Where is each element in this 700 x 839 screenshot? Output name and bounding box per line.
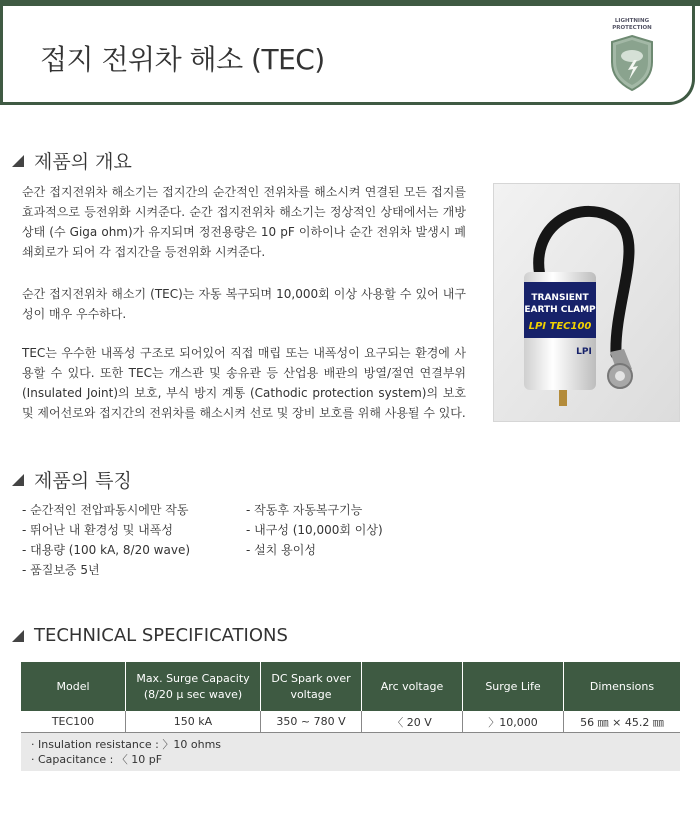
feature-item: - 뛰어난 내 환경성 및 내폭성 [22, 523, 173, 537]
spec-table [21, 662, 680, 733]
col-model: Model [21, 662, 126, 711]
feature-item: - 작동후 자동복구기능 [246, 503, 363, 517]
note-insulation: · Insulation resistance : 〉10 ohms [31, 738, 222, 751]
overview-heading: 제품의 개요 [12, 147, 132, 174]
specs-heading: TECHNICAL SPECIFICATIONS [12, 625, 288, 646]
photo-label-line1: TRANSIENT [531, 293, 589, 303]
features-right-list [246, 500, 383, 560]
table-row [21, 711, 680, 733]
note-capacitance: · Capacitance : 〈 10 pF [31, 753, 163, 766]
feature-item: - 설치 용이성 [246, 543, 316, 557]
cell-surge-life: 〉10,000 [463, 711, 564, 733]
features-left-list [22, 500, 190, 580]
page-title: 접지 전위차 해소 (TEC) [40, 43, 325, 76]
col-surge-life: Surge Life [463, 662, 564, 711]
heading-marker-icon [12, 155, 24, 167]
feature-item: - 순간적인 전압파동시에만 작동 [22, 503, 189, 517]
photo-brand: LPI [576, 347, 592, 357]
feature-item: - 내구성 (10,000회 이상) [246, 523, 383, 537]
overview-paragraph-3: TEC는 우수한 내폭성 구조로 되어있어 직접 매립 또는 내폭성이 요구되는 환경에 사용할 수 있다. 또한 TEC는 개스관 및 송유관 등 산업용 배관의 방열/절연 연결부위 (Insulated Joint)의 보호, 부식 방지 계통 (Cathodic protection system)의 보호 및 제어선로와 접지간의 전위차를 해소시켜 선로 및 장비 보호를 위해 사용될 수 있다. [22, 346, 466, 420]
col-surge-capacity: Max. Surge Capacity (8/20 μ sec wave) [126, 662, 261, 711]
overview-paragraph-1: 순간 접지전위차 해소기는 접지간의 순간적인 전위차를 해소시켜 연결된 모든 접지를 효과적으로 등전위화 시켜준다. 순간 접지전위차 해소기는 정상적인 상태에서는 개방상태 (수 Giga ohm)가 유지되며 정전용량은 10 pF 이하이나 순간 전위차 발생시 폐쇄회로가 되어 각 접지간을 등전위화 시켜준다. [22, 185, 466, 259]
heading-marker-icon [12, 474, 24, 486]
lightning-protection-badge [608, 18, 656, 94]
shield-lightning-icon [610, 34, 654, 92]
photo-label-line2: EARTH CLAMP [524, 305, 596, 315]
product-photo [493, 183, 680, 422]
col-arc-voltage: Arc voltage [362, 662, 463, 711]
cell-arc-voltage: 〈 20 V [362, 711, 463, 733]
cell-surge-capacity: 150 kA [126, 711, 261, 733]
cell-dimensions: 56 ㎜ × 45.2 ㎜ [564, 711, 681, 733]
overview-paragraph-2: 순간 접지전위차 해소기 (TEC)는 자동 복구되며 10,000회 이상 사용할 수 있어 내구성이 매우 우수하다. [22, 287, 466, 321]
feature-item: - 품질보증 5년 [22, 563, 100, 577]
badge-label: LIGHTNING PROTECTION [612, 18, 652, 31]
heading-marker-icon [12, 630, 24, 642]
cell-model: TEC100 [21, 711, 126, 733]
col-dimensions: Dimensions [564, 662, 681, 711]
spec-notes [21, 733, 680, 771]
cell-dc-spark: 350 ~ 780 V [261, 711, 362, 733]
features-heading: 제품의 특징 [12, 466, 132, 493]
spec-header-row [21, 662, 680, 711]
feature-item: - 대용량 (100 kA, 8/20 wave) [22, 543, 191, 557]
photo-label-line3: LPI TEC100 [528, 321, 592, 332]
col-dc-spark: DC Spark over voltage [261, 662, 362, 711]
